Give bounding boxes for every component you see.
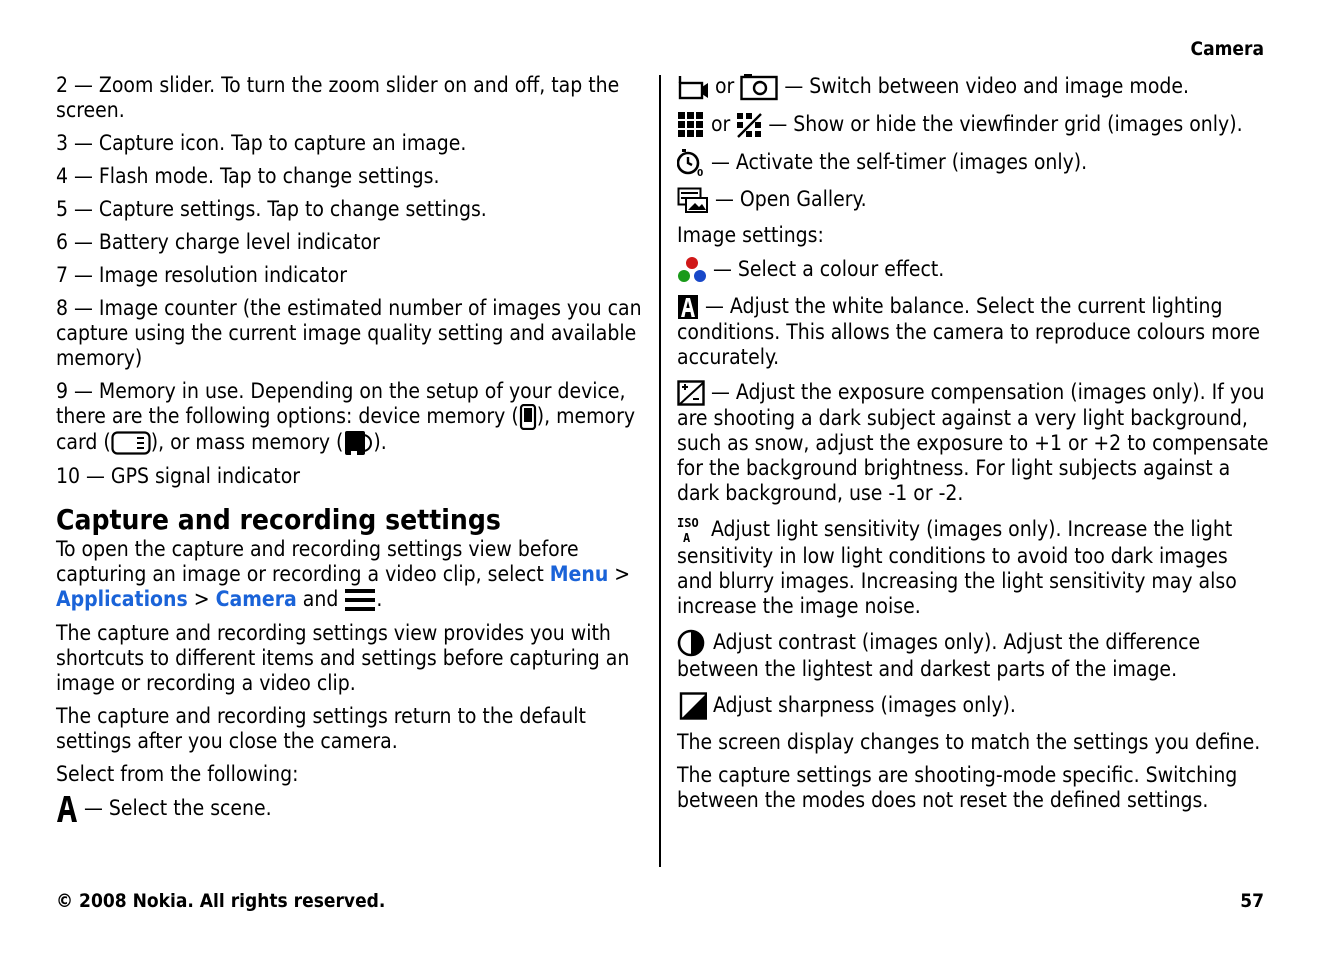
right-column [677,73,1269,821]
self-timer-icon [677,149,705,177]
camera-link[interactable]: Camera [215,587,297,611]
paragraph: The screen display changes to match the settings you define. [677,730,1261,754]
intro-paragraph: To open the capture and recording settings view before capturing an image or recording a video clip, select Menu > Applications > Camera and . [56,537,631,611]
iso-icon [677,516,705,544]
mass-memory-icon [343,430,373,456]
white-balance-icon [677,294,699,320]
applications-link[interactable]: Applications [56,587,188,611]
video-mode-icon [677,74,709,100]
svg-text:ISO: ISO [677,516,699,530]
paragraph: The capture settings are shooting-mode specific. Switching between the modes does not reset the defined settings. [677,763,1238,812]
white-balance-item: — Adjust the white balance. Select the current lighting conditions. This allows the camera to reproduce colours more accurately. [677,294,1261,369]
list-item: 10 — GPS signal indicator [56,464,301,488]
gallery-icon [677,187,709,213]
subheading: Image settings: [677,223,824,247]
gallery-item: — Open Gallery. [677,187,1269,213]
paragraph: Select from the following: [56,762,299,786]
memory-item: 9 — Memory in use. Depending on the setup of your device, there are the following options: device memory ( ), memory card ( ), or mass memory ( ). [56,379,636,454]
grid-off-icon [736,112,762,138]
colour-effect-icon [677,256,707,284]
device-memory-icon [519,404,537,430]
exposure-item: — Adjust the exposure compensation (images only). If you are shooting a dark subject against a very light background, such as snow, adjust the exposure to +1 or +2 to compensate for the background brightness. For light subjects against a dark background, use -1 or -2. [677,380,1269,505]
colour-effect-item: — Select a colour effect. [677,256,1269,284]
left-column [56,73,646,831]
list-item: 2 — Zoom slider. To turn the zoom slider on and off, tap the screen. [56,73,620,122]
column-divider [659,75,661,867]
sharpness-item: Adjust sharpness (images only). [677,692,1269,720]
list-item: 5 — Capture settings. Tap to change settings. [56,197,487,221]
page-number: 57 [1240,890,1264,912]
grid-item: or — Show or hide the viewfinder grid (images only). [677,111,1269,139]
svg-text:A: A [683,531,691,544]
sharpness-icon [677,692,707,720]
scene-icon [56,795,78,823]
section-heading: Capture and recording settings [56,503,501,536]
options-menu-icon [344,587,376,613]
paragraph: The capture and recording settings return to the default settings after you close the camera. [56,704,586,753]
contrast-item: Adjust contrast (images only). Adjust the difference between the lightest and darkest parts of the image. [677,630,1201,681]
iso-item: ISO A Adjust light sensitivity (images only). Increase the light sensitivity in low light conditions to avoid too dark images and blurry images. Increasing the light sensitivity may also increase the image noise. [677,516,1237,618]
image-mode-icon [740,73,778,101]
list-item: 8 — Image counter (the estimated number of images you can capture using the current image quality setting and available memory) [56,296,642,370]
scene-item: — Select the scene. [56,795,646,823]
copyright-footer: © 2008 Nokia. All rights reserved. [56,890,386,912]
self-timer-item: 0 — Activate the self-timer (images only). [677,149,1269,177]
list-item: 7 — Image resolution indicator [56,263,347,287]
exposure-icon [677,380,705,406]
grid-on-icon [677,111,705,139]
memory-card-icon [111,431,151,455]
list-item: 3 — Capture icon. Tap to capture an image. [56,131,467,155]
paragraph: The capture and recording settings view provides you with shortcuts to different items and settings before capturing an image or recording a video clip. [56,621,630,695]
list-item: 4 — Flash mode. Tap to change settings. [56,164,440,188]
contrast-icon [677,629,707,657]
svg-text:0: 0 [697,168,704,177]
menu-link[interactable]: Menu [549,562,609,586]
mode-item: or — Switch between video and image mode. [677,73,1269,101]
running-header: Camera [1190,38,1264,60]
list-item: 6 — Battery charge level indicator [56,230,380,254]
